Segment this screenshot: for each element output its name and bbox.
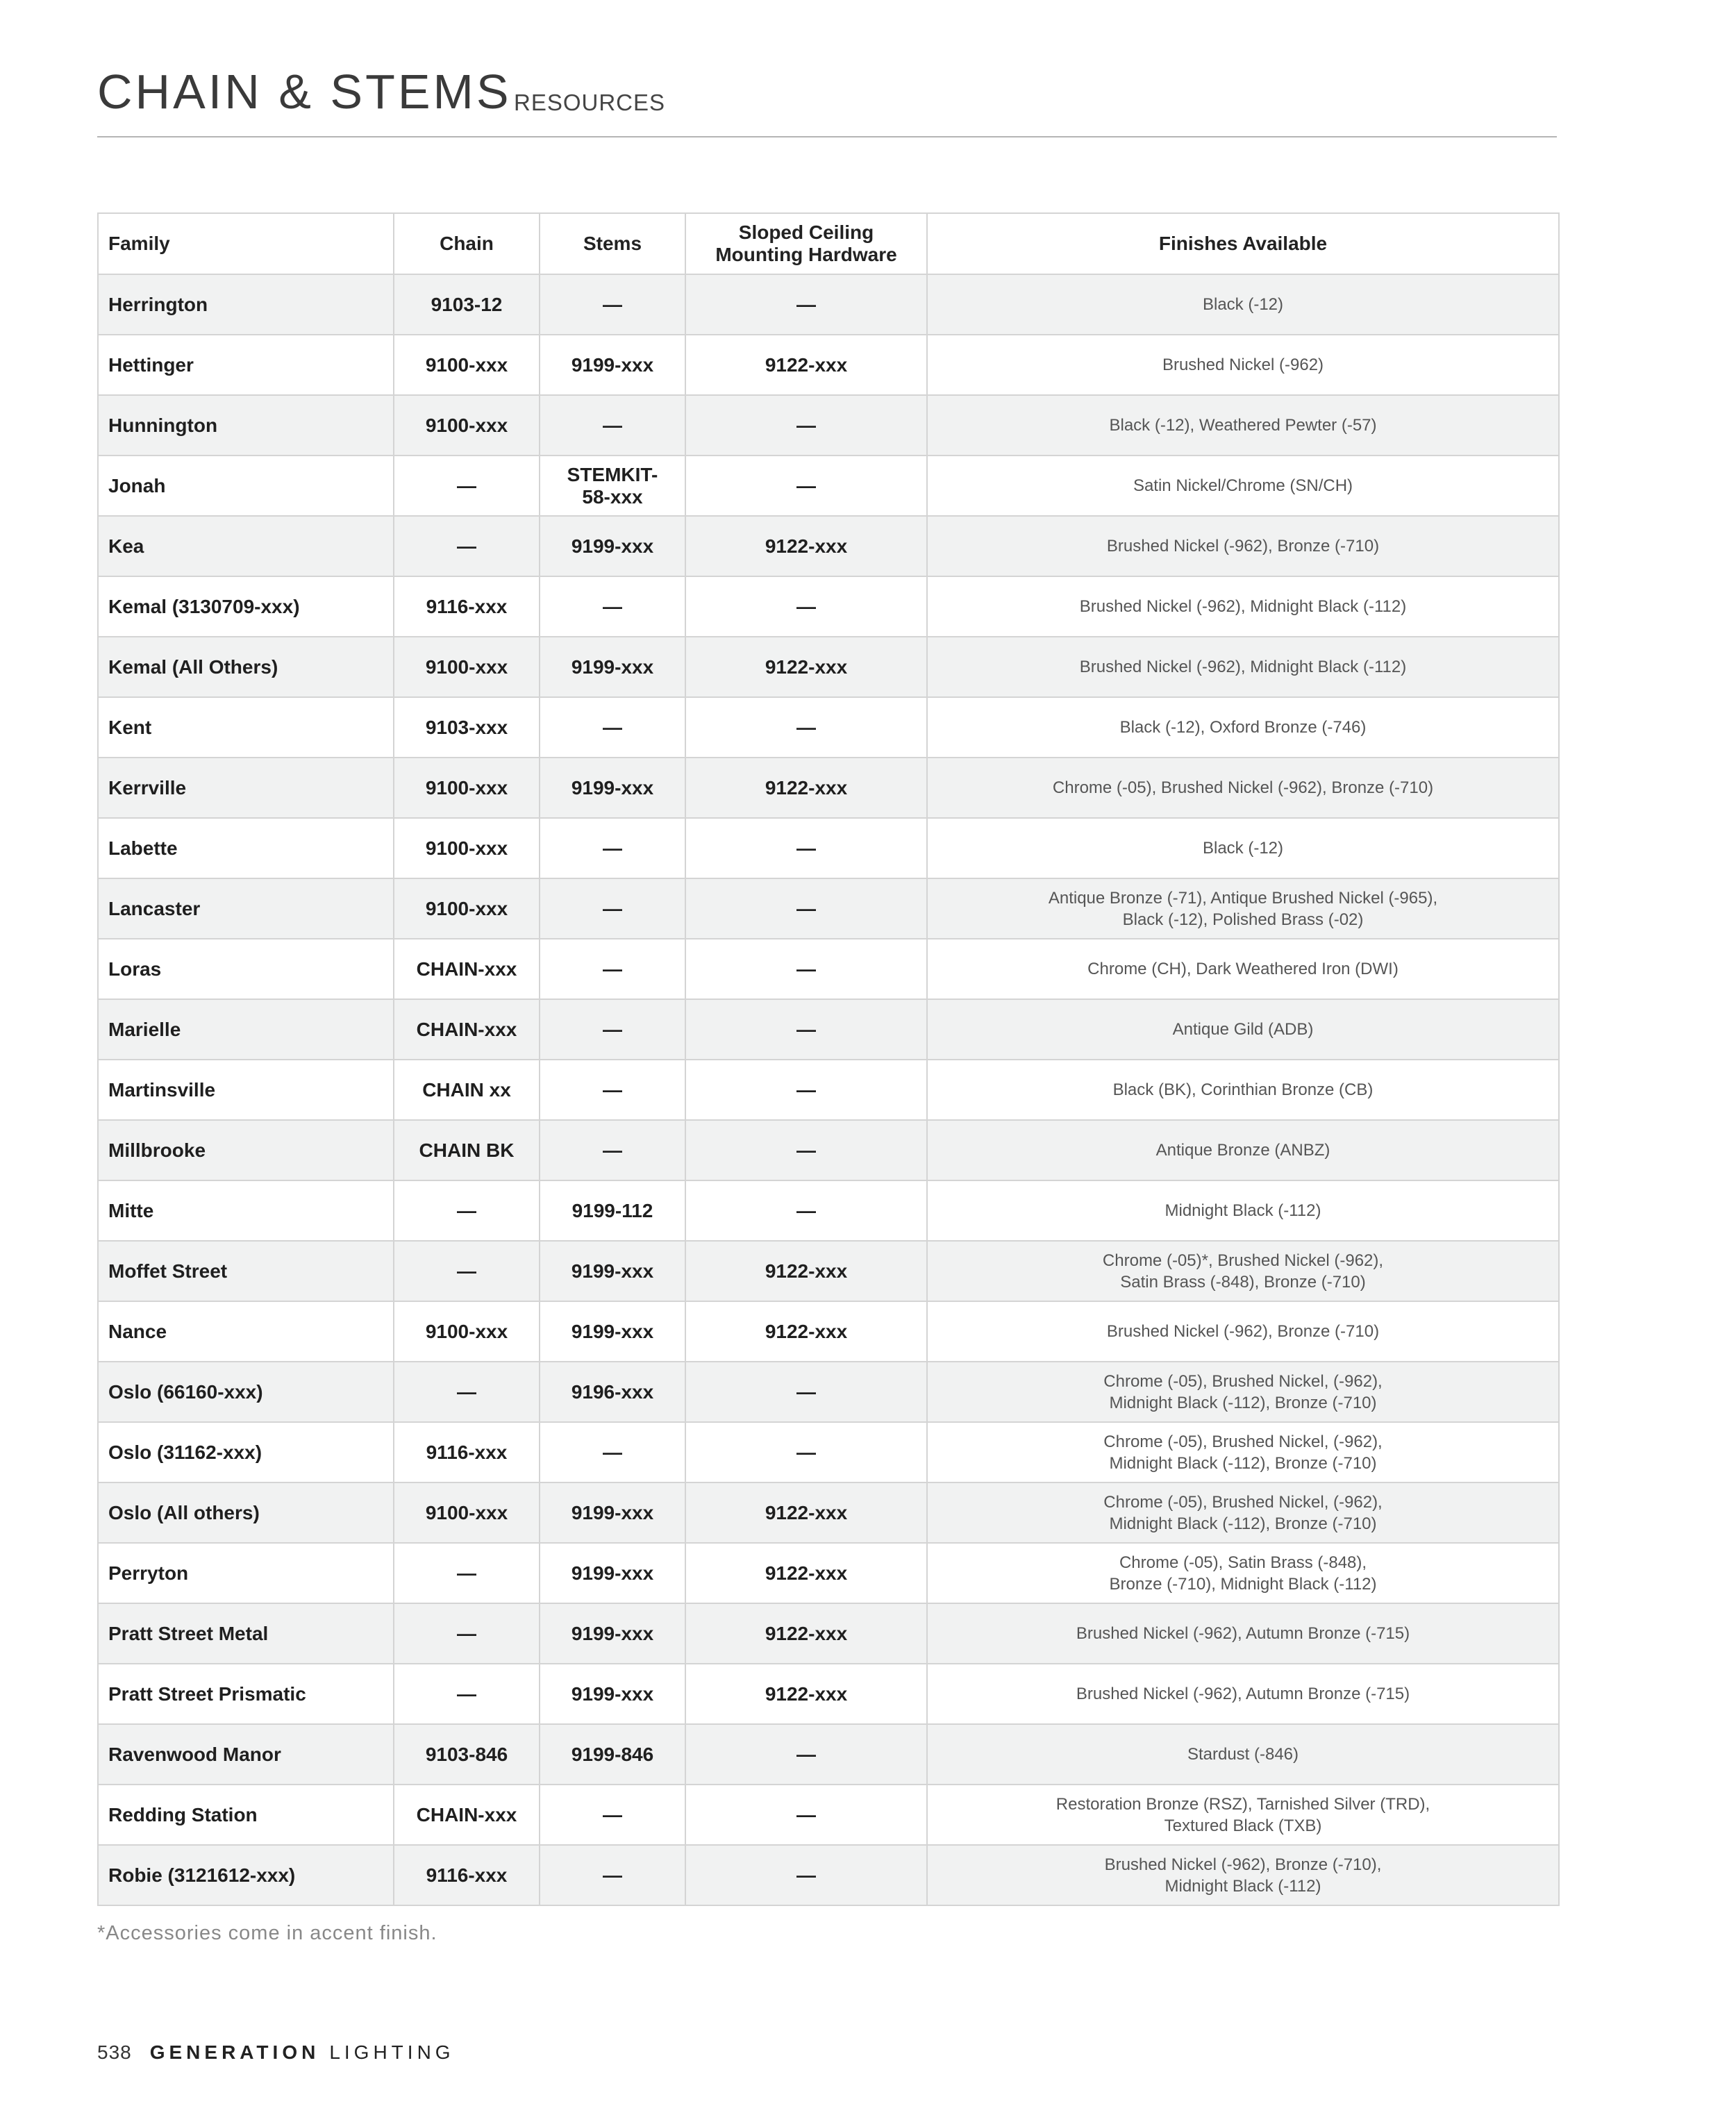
chain-cell: 9100-xxx xyxy=(394,758,540,818)
family-cell: Kent xyxy=(98,697,394,758)
stems-cell: — xyxy=(540,939,685,999)
chain-cell: 9100-xxx xyxy=(394,1301,540,1362)
stems-cell: 9199-xxx xyxy=(540,335,685,395)
page-footer xyxy=(97,2041,455,2064)
chain-cell: 9100-xxx xyxy=(394,335,540,395)
finishes-cell: Black (-12), Oxford Bronze (-746) xyxy=(927,697,1559,758)
sloped-hardware-cell: — xyxy=(685,1845,927,1905)
sloped-hardware-cell: 9122-xxx xyxy=(685,758,927,818)
family-cell: Oslo (31162-xxx) xyxy=(98,1422,394,1482)
family-cell: Hettinger xyxy=(98,335,394,395)
table-body xyxy=(98,274,1559,1905)
finishes-cell: Antique Bronze (-71), Antique Brushed Nickel (-965), Black (-12), Polished Brass (-02) xyxy=(927,878,1559,939)
brand-name-light: LIGHTING xyxy=(329,2041,455,2063)
sloped-hardware-cell: 9122-xxx xyxy=(685,637,927,697)
finishes-cell: Satin Nickel/Chrome (SN/CH) xyxy=(927,456,1559,516)
finishes-cell: Chrome (-05), Brushed Nickel, (-962), Midnight Black (-112), Bronze (-710) xyxy=(927,1482,1559,1543)
sloped-hardware-cell: — xyxy=(685,878,927,939)
stems-cell: — xyxy=(540,999,685,1060)
finishes-cell: Brushed Nickel (-962), Bronze (-710) xyxy=(927,516,1559,576)
stems-cell: 9199-xxx xyxy=(540,637,685,697)
finishes-cell: Brushed Nickel (-962), Midnight Black (-112) xyxy=(927,576,1559,637)
chain-cell: — xyxy=(394,1664,540,1724)
column-header-stems: Stems xyxy=(540,213,685,274)
sloped-hardware-cell: — xyxy=(685,1180,927,1241)
family-cell: Moffet Street xyxy=(98,1241,394,1301)
stems-cell: 9199-xxx xyxy=(540,1664,685,1724)
chain-cell: CHAIN xx xyxy=(394,1060,540,1120)
finishes-cell: Brushed Nickel (-962), Autumn Bronze (-715) xyxy=(927,1603,1559,1664)
chain-cell: 9116-xxx xyxy=(394,576,540,637)
table-row xyxy=(98,1060,1559,1120)
table-row xyxy=(98,1180,1559,1241)
chain-stems-table xyxy=(97,212,1560,1906)
finishes-cell: Chrome (-05), Satin Brass (-848), Bronze (-710), Midnight Black (-112) xyxy=(927,1543,1559,1603)
brand-name-bold: GENERATION xyxy=(149,2041,320,2063)
stems-cell: 9199-xxx xyxy=(540,758,685,818)
family-cell: Oslo (66160-xxx) xyxy=(98,1362,394,1422)
family-cell: Nance xyxy=(98,1301,394,1362)
chain-cell: 9116-xxx xyxy=(394,1845,540,1905)
chain-cell: CHAIN-xxx xyxy=(394,939,540,999)
sloped-hardware-cell: — xyxy=(685,395,927,456)
table-row xyxy=(98,516,1559,576)
chain-cell: — xyxy=(394,456,540,516)
family-cell: Herrington xyxy=(98,274,394,335)
stems-cell: — xyxy=(540,395,685,456)
family-cell: Labette xyxy=(98,818,394,878)
column-header-family: Family xyxy=(98,213,394,274)
family-cell: Jonah xyxy=(98,456,394,516)
family-cell: Perryton xyxy=(98,1543,394,1603)
sloped-hardware-cell: — xyxy=(685,818,927,878)
chain-cell: CHAIN-xxx xyxy=(394,1785,540,1845)
stems-cell: 9199-xxx xyxy=(540,516,685,576)
stems-cell: 9199-xxx xyxy=(540,1603,685,1664)
sloped-hardware-cell: — xyxy=(685,456,927,516)
family-cell: Kerrville xyxy=(98,758,394,818)
finishes-cell: Black (BK), Corinthian Bronze (CB) xyxy=(927,1060,1559,1120)
chain-cell: 9100-xxx xyxy=(394,637,540,697)
table-row xyxy=(98,878,1559,939)
chain-cell: 9100-xxx xyxy=(394,818,540,878)
stems-cell: — xyxy=(540,1120,685,1180)
stems-cell: 9199-112 xyxy=(540,1180,685,1241)
table-row xyxy=(98,697,1559,758)
chain-cell: CHAIN BK xyxy=(394,1120,540,1180)
stems-cell: — xyxy=(540,878,685,939)
sloped-hardware-cell: — xyxy=(685,939,927,999)
family-cell: Redding Station xyxy=(98,1785,394,1845)
sloped-hardware-cell: — xyxy=(685,1724,927,1785)
chain-cell: — xyxy=(394,1241,540,1301)
stems-cell: 9199-xxx xyxy=(540,1241,685,1301)
family-cell: Loras xyxy=(98,939,394,999)
stems-cell: — xyxy=(540,1422,685,1482)
chain-cell: 9100-xxx xyxy=(394,878,540,939)
page-subtitle: RESOURCES xyxy=(514,90,666,115)
finishes-cell: Black (-12) xyxy=(927,818,1559,878)
stems-cell: 9199-xxx xyxy=(540,1482,685,1543)
chain-cell: — xyxy=(394,1362,540,1422)
sloped-hardware-cell: 9122-xxx xyxy=(685,1664,927,1724)
table-row xyxy=(98,1241,1559,1301)
finishes-cell: Chrome (CH), Dark Weathered Iron (DWI) xyxy=(927,939,1559,999)
sloped-hardware-cell: — xyxy=(685,1422,927,1482)
table-row xyxy=(98,576,1559,637)
chain-cell: CHAIN-xxx xyxy=(394,999,540,1060)
table-row xyxy=(98,999,1559,1060)
family-cell: Kea xyxy=(98,516,394,576)
stems-cell: — xyxy=(540,818,685,878)
family-cell: Lancaster xyxy=(98,878,394,939)
table-row xyxy=(98,1664,1559,1724)
chain-cell: 9103-xxx xyxy=(394,697,540,758)
family-cell: Kemal (All Others) xyxy=(98,637,394,697)
sloped-hardware-cell: — xyxy=(685,576,927,637)
stems-cell: — xyxy=(540,1060,685,1120)
finishes-cell: Black (-12), Weathered Pewter (-57) xyxy=(927,395,1559,456)
finishes-cell: Brushed Nickel (-962) xyxy=(927,335,1559,395)
sloped-hardware-cell: 9122-xxx xyxy=(685,335,927,395)
table-row xyxy=(98,1543,1559,1603)
stems-cell: 9199-xxx xyxy=(540,1543,685,1603)
column-header-finishes: Finishes Available xyxy=(927,213,1559,274)
finishes-cell: Chrome (-05)*, Brushed Nickel (-962), Satin Brass (-848), Bronze (-710) xyxy=(927,1241,1559,1301)
finishes-cell: Brushed Nickel (-962), Autumn Bronze (-715) xyxy=(927,1664,1559,1724)
family-cell: Pratt Street Metal xyxy=(98,1603,394,1664)
sloped-hardware-cell: — xyxy=(685,999,927,1060)
table-row xyxy=(98,1785,1559,1845)
finishes-cell: Midnight Black (-112) xyxy=(927,1180,1559,1241)
column-header-sloped-ceiling: Sloped Ceiling Mounting Hardware xyxy=(685,213,927,274)
table-row xyxy=(98,1724,1559,1785)
stems-cell: STEMKIT- 58-xxx xyxy=(540,456,685,516)
chain-cell: 9100-xxx xyxy=(394,1482,540,1543)
table-row xyxy=(98,395,1559,456)
stems-cell: 9199-846 xyxy=(540,1724,685,1785)
table-row xyxy=(98,1362,1559,1422)
family-cell: Mitte xyxy=(98,1180,394,1241)
sloped-hardware-cell: 9122-xxx xyxy=(685,516,927,576)
sloped-hardware-cell: — xyxy=(685,1362,927,1422)
family-cell: Pratt Street Prismatic xyxy=(98,1664,394,1724)
finishes-cell: Stardust (-846) xyxy=(927,1724,1559,1785)
stems-cell: — xyxy=(540,576,685,637)
family-cell: Ravenwood Manor xyxy=(98,1724,394,1785)
stems-cell: 9199-xxx xyxy=(540,1301,685,1362)
family-cell: Martinsville xyxy=(98,1060,394,1120)
sloped-hardware-cell: 9122-xxx xyxy=(685,1603,927,1664)
sloped-hardware-cell: 9122-xxx xyxy=(685,1543,927,1603)
chain-cell: 9103-12 xyxy=(394,274,540,335)
family-cell: Millbrooke xyxy=(98,1120,394,1180)
finishes-cell: Chrome (-05), Brushed Nickel, (-962), Midnight Black (-112), Bronze (-710) xyxy=(927,1362,1559,1422)
table-header-row xyxy=(98,213,1559,274)
family-cell: Hunnington xyxy=(98,395,394,456)
table-row xyxy=(98,1845,1559,1905)
chain-cell: — xyxy=(394,1543,540,1603)
finishes-cell: Chrome (-05), Brushed Nickel (-962), Bronze (-710) xyxy=(927,758,1559,818)
finishes-cell: Brushed Nickel (-962), Bronze (-710), Midnight Black (-112) xyxy=(927,1845,1559,1905)
table-row xyxy=(98,637,1559,697)
stems-cell: 9196-xxx xyxy=(540,1362,685,1422)
table-row xyxy=(98,335,1559,395)
chain-cell: — xyxy=(394,1180,540,1241)
chain-cell: 9116-xxx xyxy=(394,1422,540,1482)
table-row xyxy=(98,1422,1559,1482)
sloped-hardware-cell: — xyxy=(685,1785,927,1845)
finishes-cell: Black (-12) xyxy=(927,274,1559,335)
finishes-cell: Brushed Nickel (-962), Bronze (-710) xyxy=(927,1301,1559,1362)
chain-cell: 9100-xxx xyxy=(394,395,540,456)
stems-cell: — xyxy=(540,1785,685,1845)
sloped-hardware-cell: — xyxy=(685,1060,927,1120)
column-header-chain: Chain xyxy=(394,213,540,274)
chain-cell: — xyxy=(394,516,540,576)
table-row xyxy=(98,1120,1559,1180)
finishes-cell: Chrome (-05), Brushed Nickel, (-962), Midnight Black (-112), Bronze (-710) xyxy=(927,1422,1559,1482)
chain-cell: — xyxy=(394,1603,540,1664)
table-row xyxy=(98,456,1559,516)
page-number: 538 xyxy=(97,2041,132,2063)
table-row xyxy=(98,1603,1559,1664)
chain-cell: 9103-846 xyxy=(394,1724,540,1785)
footnote: *Accessories come in accent finish. xyxy=(97,1922,437,1944)
stems-cell: — xyxy=(540,697,685,758)
finishes-cell: Antique Gild (ADB) xyxy=(927,999,1559,1060)
sloped-hardware-cell: — xyxy=(685,1120,927,1180)
finishes-cell: Restoration Bronze (RSZ), Tarnished Silver (TRD), Textured Black (TXB) xyxy=(927,1785,1559,1845)
sloped-hardware-cell: — xyxy=(685,697,927,758)
sloped-hardware-cell: — xyxy=(685,274,927,335)
page-title: CHAIN & STEMS xyxy=(97,65,512,119)
stems-cell: — xyxy=(540,1845,685,1905)
sloped-hardware-cell: 9122-xxx xyxy=(685,1482,927,1543)
table-row xyxy=(98,1482,1559,1543)
sloped-hardware-cell: 9122-xxx xyxy=(685,1301,927,1362)
table-row xyxy=(98,939,1559,999)
table-row xyxy=(98,758,1559,818)
finishes-cell: Antique Bronze (ANBZ) xyxy=(927,1120,1559,1180)
table-row xyxy=(98,818,1559,878)
finishes-cell: Brushed Nickel (-962), Midnight Black (-112) xyxy=(927,637,1559,697)
family-cell: Robie (3121612-xxx) xyxy=(98,1845,394,1905)
family-cell: Marielle xyxy=(98,999,394,1060)
page-header xyxy=(97,64,1557,137)
stems-cell: — xyxy=(540,274,685,335)
table-row xyxy=(98,1301,1559,1362)
family-cell: Oslo (All others) xyxy=(98,1482,394,1543)
family-cell: Kemal (3130709-xxx) xyxy=(98,576,394,637)
table-row xyxy=(98,274,1559,335)
sloped-hardware-cell: 9122-xxx xyxy=(685,1241,927,1301)
